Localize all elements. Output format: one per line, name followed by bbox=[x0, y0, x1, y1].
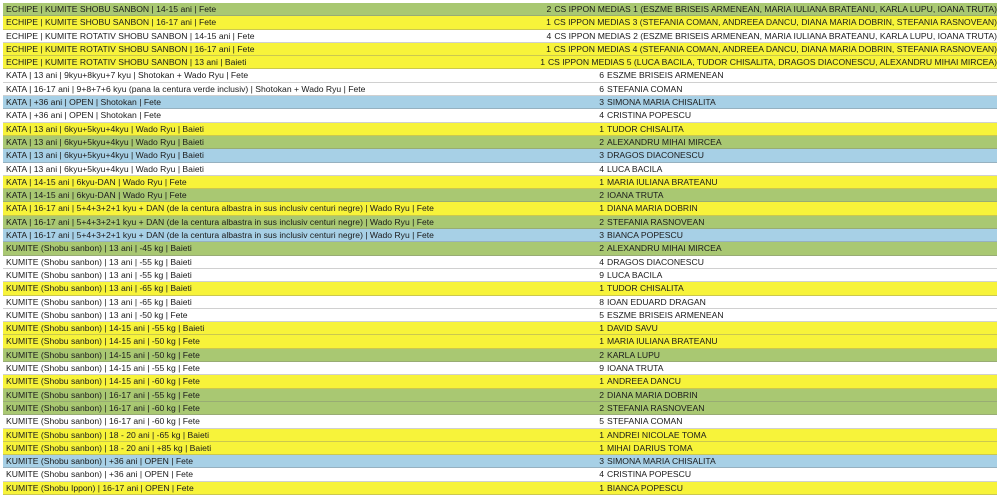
place-cell: 1 bbox=[599, 376, 604, 387]
place-cell: 2 bbox=[599, 349, 604, 360]
athlete-cell: KARLA LUPU bbox=[607, 349, 661, 360]
table-row bbox=[3, 256, 997, 269]
athlete-cell: STEFANIA RASNOVEAN bbox=[607, 402, 705, 413]
athlete-cell: CRISTINA POPESCU bbox=[607, 110, 692, 121]
category-cell: KATA | 14-15 ani | 6kyu-DAN | Wado Ryu | Fete bbox=[6, 176, 187, 187]
athlete-cell: CS IPPON MEDIAS 5 (LUCA BACILA, TUDOR CHISALITA, DRAGOS DIACONESCU, ALEXANDRU MIHAI MIRCEA) bbox=[547, 57, 997, 68]
table-row bbox=[3, 269, 997, 282]
place-cell: 3 bbox=[599, 150, 604, 161]
place-cell: 9 bbox=[599, 269, 604, 280]
table-row bbox=[3, 429, 997, 442]
category-cell: KUMITE (Shobu sanbon) | 18 - 20 ani | +85 kg | Baieti bbox=[6, 442, 212, 453]
table-row bbox=[3, 402, 997, 415]
table-row bbox=[3, 202, 997, 215]
table-row bbox=[3, 442, 997, 455]
athlete-cell: STEFANIA RASNOVEAN bbox=[607, 216, 705, 227]
athlete-cell: MIHAI DARIUS TOMA bbox=[607, 442, 693, 453]
category-cell: KATA | 16-17 ani | 9+8+7+6 kyu (pana la centura verde inclusiv) | Shotokan + Wado Ryu | Fete bbox=[6, 83, 366, 94]
place-cell: 1 bbox=[599, 176, 604, 187]
athlete-cell: ALEXANDRU MIHAI MIRCEA bbox=[607, 243, 722, 254]
category-cell: KATA | +36 ani | OPEN | Shotokan | Fete bbox=[6, 110, 162, 121]
table-row bbox=[3, 30, 997, 43]
category-cell: KATA | +36 ani | OPEN | Shotokan | Fete bbox=[6, 97, 162, 108]
table-row bbox=[3, 163, 997, 176]
place-cell: 1 bbox=[599, 336, 604, 347]
category-cell: KUMITE (Shobu Ippon) | 16-17 ani | OPEN | Fete bbox=[6, 482, 194, 493]
table-row bbox=[3, 362, 997, 375]
category-cell: KUMITE (Shobu sanbon) | 13 ani | -50 kg | Fete bbox=[6, 309, 188, 320]
place-cell: 2 bbox=[599, 402, 604, 413]
table-row bbox=[3, 296, 997, 309]
place-cell: 2 bbox=[599, 389, 604, 400]
table-row bbox=[3, 43, 997, 56]
place-cell: 3 bbox=[599, 97, 604, 108]
athlete-cell: MARIA IULIANA BRATEANU bbox=[607, 176, 718, 187]
athlete-cell: TUDOR CHISALITA bbox=[607, 123, 684, 134]
category-cell: KUMITE (Shobu sanbon) | 18 - 20 ani | -65 kg | Baieti bbox=[6, 429, 210, 440]
category-cell: KUMITE (Shobu sanbon) | 13 ani | -65 kg | Baieti bbox=[6, 283, 192, 294]
place-cell: 2 bbox=[546, 4, 552, 14]
athlete-cell: LUCA BACILA bbox=[607, 269, 663, 280]
category-cell: KUMITE (Shobu sanbon) | 16-17 ani | -60 kg | Fete bbox=[6, 402, 200, 413]
place-cell: 1 bbox=[546, 17, 551, 28]
athlete-cell: CS IPPON MEDIAS 4 (STEFANIA COMAN, ANDREEA DANCU, DIANA MARIA DOBRIN, STEFANIA RASNOVEAN) bbox=[553, 43, 997, 54]
category-cell: KATA | 13 ani | 6kyu+5kyu+4kyu | Wado Ryu | Baieti bbox=[6, 150, 204, 161]
place-cell: 1 bbox=[599, 482, 604, 493]
place-cell: 4 bbox=[546, 30, 552, 41]
table-row bbox=[3, 109, 997, 122]
table-row bbox=[3, 282, 997, 295]
table-row bbox=[3, 96, 997, 109]
athlete-cell: DRAGOS DIACONESCU bbox=[607, 256, 704, 267]
table-row bbox=[3, 322, 997, 335]
category-cell: KUMITE (Shobu sanbon) | +36 ani | OPEN | Fete bbox=[6, 469, 194, 480]
category-cell: KUMITE (Shobu sanbon) | 14-15 ani | -60 kg | Fete bbox=[6, 376, 200, 387]
place-cell: 1 bbox=[599, 323, 604, 334]
athlete-cell: BIANCA POPESCU bbox=[607, 482, 683, 493]
table-row bbox=[3, 3, 997, 16]
category-cell: ECHIPE | KUMITE ROTATIV SHOBU SANBON | 14-15 ani | Fete bbox=[6, 30, 255, 41]
category-cell: KATA | 13 ani | 6kyu+5kyu+4kyu | Wado Ryu | Baieti bbox=[6, 123, 204, 134]
athlete-cell: IOANA TRUTA bbox=[607, 363, 664, 374]
table-row bbox=[3, 389, 997, 402]
category-cell: KUMITE (Shobu sanbon) | 13 ani | -65 kg | Baieti bbox=[6, 296, 192, 307]
table-row bbox=[3, 468, 997, 481]
table-row bbox=[3, 229, 997, 242]
table-row bbox=[3, 482, 997, 495]
place-cell: 4 bbox=[599, 256, 604, 267]
athlete-cell: TUDOR CHISALITA bbox=[607, 283, 684, 294]
athlete-cell: DAVID SAVU bbox=[607, 323, 658, 334]
athlete-cell: STEFANIA COMAN bbox=[607, 83, 683, 94]
athlete-cell: CS IPPON MEDIAS 1 (ESZME BRISEIS ARMENEAN, MARIA IULIANA BRATEANU, KARLA LUPU, IOANA TRUTA) bbox=[554, 4, 997, 14]
table-row bbox=[3, 69, 997, 82]
table-row bbox=[3, 309, 997, 322]
table-row bbox=[3, 375, 997, 388]
place-cell: 1 bbox=[540, 57, 545, 68]
category-cell: KATA | 16-17 ani | 5+4+3+2+1 kyu + DAN (de la centura albastra in sus inclusiv centuri negre) | Wado Ryu | Fete bbox=[6, 203, 434, 214]
table-row bbox=[3, 83, 997, 96]
table-row bbox=[3, 455, 997, 468]
athlete-cell: ANDREI NICOLAE TOMA bbox=[607, 429, 707, 440]
place-cell: 8 bbox=[599, 296, 604, 307]
place-cell: 2 bbox=[599, 216, 604, 227]
category-cell: ECHIPE | KUMITE ROTATIV SHOBU SANBON | 16-17 ani | Fete bbox=[6, 43, 255, 54]
athlete-cell: DIANA MARIA DOBRIN bbox=[607, 203, 698, 214]
place-cell: 5 bbox=[599, 309, 604, 320]
athlete-cell: ESZME BRISEIS ARMENEAN bbox=[607, 309, 724, 320]
category-cell: KATA | 13 ani | 6kyu+5kyu+4kyu | Wado Ryu | Baieti bbox=[6, 163, 204, 174]
table-row bbox=[3, 335, 997, 348]
category-cell: KUMITE (Shobu sanbon) | 16-17 ani | -55 kg | Fete bbox=[6, 389, 200, 400]
table-row bbox=[3, 216, 997, 229]
results-table bbox=[3, 3, 997, 495]
table-row bbox=[3, 415, 997, 428]
category-cell: KATA | 13 ani | 9kyu+8kyu+7 kyu | Shotokan + Wado Ryu | Fete bbox=[6, 70, 249, 81]
athlete-cell: CS IPPON MEDIAS 3 (STEFANIA COMAN, ANDREEA DANCU, DIANA MARIA DOBRIN, STEFANIA RASNOVEAN) bbox=[553, 17, 997, 28]
place-cell: 3 bbox=[599, 230, 604, 241]
place-cell: 1 bbox=[599, 283, 604, 294]
table-row bbox=[3, 136, 997, 149]
place-cell: 4 bbox=[599, 163, 604, 174]
category-cell: KUMITE (Shobu sanbon) | +36 ani | OPEN | Fete bbox=[6, 456, 194, 467]
table-row bbox=[3, 149, 997, 162]
place-cell: 9 bbox=[599, 363, 604, 374]
athlete-cell: LUCA BACILA bbox=[607, 163, 663, 174]
athlete-cell: SIMONA MARIA CHISALITA bbox=[607, 97, 716, 108]
athlete-cell: STEFANIA COMAN bbox=[607, 416, 683, 427]
table-row bbox=[3, 56, 997, 69]
athlete-cell: ALEXANDRU MIHAI MIRCEA bbox=[607, 136, 722, 147]
category-cell: KATA | 14-15 ani | 6kyu-DAN | Wado Ryu | Fete bbox=[6, 190, 187, 201]
athlete-cell: ESZME BRISEIS ARMENEAN bbox=[607, 70, 724, 81]
athlete-cell: CS IPPON MEDIAS 2 (ESZME BRISEIS ARMENEAN, MARIA IULIANA BRATEANU, KARLA LUPU, IOANA TRUTA) bbox=[554, 30, 997, 41]
category-cell: ECHIPE | KUMITE SHOBU SANBON | 14-15 ani | Fete bbox=[6, 4, 217, 14]
category-cell: KATA | 16-17 ani | 5+4+3+2+1 kyu + DAN (de la centura albastra in sus inclusiv centuri negre) | Wado Ryu | Fete bbox=[6, 230, 434, 241]
place-cell: 4 bbox=[599, 469, 604, 480]
place-cell: 4 bbox=[599, 110, 604, 121]
athlete-cell: DRAGOS DIACONESCU bbox=[607, 150, 704, 161]
table-row bbox=[3, 242, 997, 255]
place-cell: 5 bbox=[599, 416, 604, 427]
place-cell: 6 bbox=[599, 83, 604, 94]
place-cell: 2 bbox=[599, 190, 604, 201]
athlete-cell: BIANCA POPESCU bbox=[607, 230, 683, 241]
category-cell: KUMITE (Shobu sanbon) | 14-15 ani | -55 kg | Fete bbox=[6, 363, 200, 374]
table-row bbox=[3, 349, 997, 362]
place-cell: 1 bbox=[546, 43, 551, 54]
table-row bbox=[3, 123, 997, 136]
category-cell: KUMITE (Shobu sanbon) | 14-15 ani | -55 kg | Baieti bbox=[6, 323, 205, 334]
place-cell: 1 bbox=[599, 442, 604, 453]
athlete-cell: ANDREEA DANCU bbox=[607, 376, 682, 387]
place-cell: 2 bbox=[599, 136, 604, 147]
place-cell: 2 bbox=[599, 243, 604, 254]
category-cell: KUMITE (Shobu sanbon) | 13 ani | -45 kg | Baieti bbox=[6, 243, 192, 254]
athlete-cell: IOANA TRUTA bbox=[607, 190, 664, 201]
category-cell: KUMITE (Shobu sanbon) | 14-15 ani | -50 kg | Fete bbox=[6, 349, 200, 360]
athlete-cell: IOAN EDUARD DRAGAN bbox=[607, 296, 706, 307]
category-cell: KUMITE (Shobu sanbon) | 16-17 ani | -60 kg | Fete bbox=[6, 416, 200, 427]
category-cell: KATA | 16-17 ani | 5+4+3+2+1 kyu + DAN (de la centura albastra in sus inclusiv centuri negre) | Wado Ryu | Fete bbox=[6, 216, 434, 227]
table-row bbox=[3, 176, 997, 189]
category-cell: KUMITE (Shobu sanbon) | 13 ani | -55 kg | Baieti bbox=[6, 256, 192, 267]
place-cell: 3 bbox=[599, 456, 604, 467]
athlete-cell: CRISTINA POPESCU bbox=[607, 469, 692, 480]
place-cell: 1 bbox=[599, 123, 604, 134]
place-cell: 1 bbox=[599, 429, 604, 440]
athlete-cell: DIANA MARIA DOBRIN bbox=[607, 389, 698, 400]
category-cell: KATA | 13 ani | 6kyu+5kyu+4kyu | Wado Ryu | Baieti bbox=[6, 136, 204, 147]
place-cell: 6 bbox=[599, 70, 604, 81]
athlete-cell: MARIA IULIANA BRATEANU bbox=[607, 336, 718, 347]
category-cell: KUMITE (Shobu sanbon) | 14-15 ani | -50 kg | Fete bbox=[6, 336, 200, 347]
athlete-cell: SIMONA MARIA CHISALITA bbox=[607, 456, 716, 467]
table-row bbox=[3, 16, 997, 29]
place-cell: 1 bbox=[599, 203, 604, 214]
category-cell: ECHIPE | KUMITE SHOBU SANBON | 16-17 ani | Fete bbox=[6, 17, 217, 28]
category-cell: KUMITE (Shobu sanbon) | 13 ani | -55 kg | Baieti bbox=[6, 269, 192, 280]
table-row bbox=[3, 189, 997, 202]
category-cell: ECHIPE | KUMITE ROTATIV SHOBU SANBON | 13 ani | Baieti bbox=[6, 57, 247, 68]
